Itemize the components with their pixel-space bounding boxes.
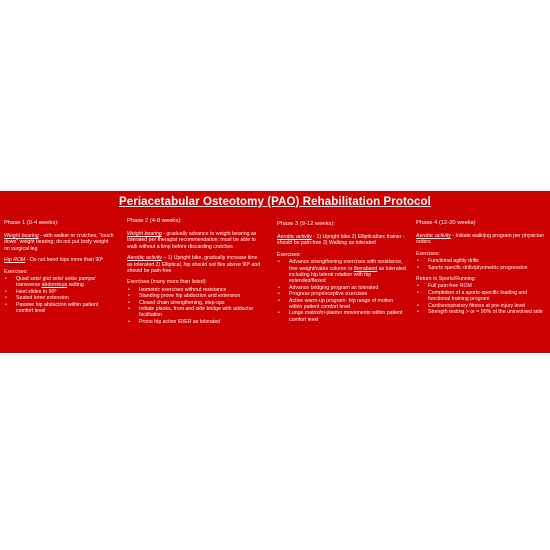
list-item xyxy=(4,276,114,289)
phase-3-aerobic-activity xyxy=(277,234,407,247)
list-item: • Progress proprioceptive exercises xyxy=(277,291,407,297)
aerobic-activity-text: - 1) Upright bike 2) Elliptical/arc trainer - should be pain-free 3) Walking as tolerated xyxy=(277,234,405,247)
phase-4-column xyxy=(416,220,548,320)
weight-bearing-label: Weight bearing xyxy=(4,233,39,239)
list-item: • Strength testing > or = 90% of the uninvolved side xyxy=(416,309,548,315)
phase-2-heading: Phase 2 (4-8 weeks): xyxy=(127,218,182,224)
list-item: • Seated knee extension xyxy=(4,295,114,301)
list-item-text: setting xyxy=(67,282,84,289)
aerobic-activity-text: – 1) Upright bike, gradually increase time as tolerated 2) Elliptical, hip should not flex above 90º and should be pain-free xyxy=(127,255,261,275)
phase-3-column xyxy=(277,221,407,328)
list-item-text: as tolerated including hip lateral rotation with hip extended/flexed xyxy=(289,265,406,285)
list-item: • Lunge matrix/tri-planter movements within patient comfort level xyxy=(277,310,407,323)
hip-rom-text: - Do not bend hips more than 90º xyxy=(25,257,104,264)
phase-1-hip-rom xyxy=(4,257,114,263)
exercises-label: Exercises: xyxy=(4,268,28,275)
list-item: • Passive hip abduction within patient comfort level xyxy=(4,302,114,315)
phase-1-weight-bearing xyxy=(4,233,114,252)
list-item: • Completion of a sports-specific loading and functional training program xyxy=(416,290,548,303)
phase-3-heading: Phase 3 (9-12 weeks): xyxy=(277,221,335,227)
weight-bearing-text: - gradually advance to weight bearing as tolerated per therapist recommendation; must be able to walk without a limp before discarding crutches xyxy=(127,231,257,250)
return-to-sports-list xyxy=(416,283,548,315)
phase-2-aerobic-activity xyxy=(127,255,262,274)
list-item: • Standing prone hip abduction and extension xyxy=(127,293,262,299)
phase-1-heading: Phase 1 (0-4 weeks): xyxy=(4,220,59,226)
phase-2-weight-bearing xyxy=(127,231,262,250)
phase-2-column xyxy=(127,218,262,330)
list-item: • Isometric exercises without resistance xyxy=(127,287,262,293)
list-item: • Functional agility drills xyxy=(416,258,548,264)
aerobic-activity-label: Aerobic activity xyxy=(277,234,312,240)
phase-4-aerobic-activity xyxy=(416,233,548,246)
list-item: • Sports specific drills/plyometric progression xyxy=(416,265,548,271)
list-item: • Advance bridging program as tolerated xyxy=(277,285,407,291)
weight-bearing-text: - with walker or crutches, “touch down” weight bearing; do not put body weight on surgical leg xyxy=(4,233,114,252)
list-item-text: Advance strengthening exercises with resistance, free weight/cable column or xyxy=(289,259,403,272)
phase-3-exercise-list xyxy=(277,259,407,323)
list-item-text: theraband xyxy=(353,265,378,272)
aerobic-activity-text: - Initiate walk/jog program per physician orders xyxy=(416,233,544,246)
list-item xyxy=(277,259,407,285)
phase-2-exercise-list xyxy=(127,287,262,325)
weight-bearing-label: Weight bearing xyxy=(127,231,162,237)
list-item: • Prone hip active IR/ER as tolerated xyxy=(127,319,262,325)
list-item-text: Quad sets/ glut sets/ ankle pumps/ transverse xyxy=(16,276,96,289)
aerobic-activity-label: Aerobic activity xyxy=(416,233,451,239)
phase-1-exercise-list xyxy=(4,276,114,314)
aerobic-activity-label: Aerobic activity xyxy=(127,255,162,262)
exercises-label: Exercises: xyxy=(416,250,440,257)
list-item: • Cardiorespiratory fitness at pre-injury level xyxy=(416,303,548,309)
list-item-text: abdominus xyxy=(41,282,68,289)
exercises-label: Exercises (many more than listed): xyxy=(127,279,207,286)
phase-4-exercise-list xyxy=(416,258,548,271)
return-to-sports-label: Return to Sports/Running: xyxy=(416,276,476,283)
list-item: • Initiate planks, front and side bridge with adductor facilitation xyxy=(127,306,262,319)
list-item: • Heel slides to 90º xyxy=(4,289,114,295)
list-item: • Closed chain strengthening, step-ups xyxy=(127,300,262,306)
phase-1-column xyxy=(4,220,114,319)
list-item: • Full pain-free ROM xyxy=(416,283,548,289)
protocol-banner xyxy=(0,191,550,353)
list-item: • Active warm-up program- hip range of motion within patient comfort level xyxy=(277,298,407,311)
phase-4-heading: Phase 4 (12-20 weeks) xyxy=(416,220,476,226)
protocol-title: Periacetabular Osteotomy (PAO) Rehabilitation Protocol xyxy=(119,196,431,208)
hip-rom-label: Hip ROM xyxy=(4,257,26,264)
exercises-label: Exercises: xyxy=(277,251,301,258)
